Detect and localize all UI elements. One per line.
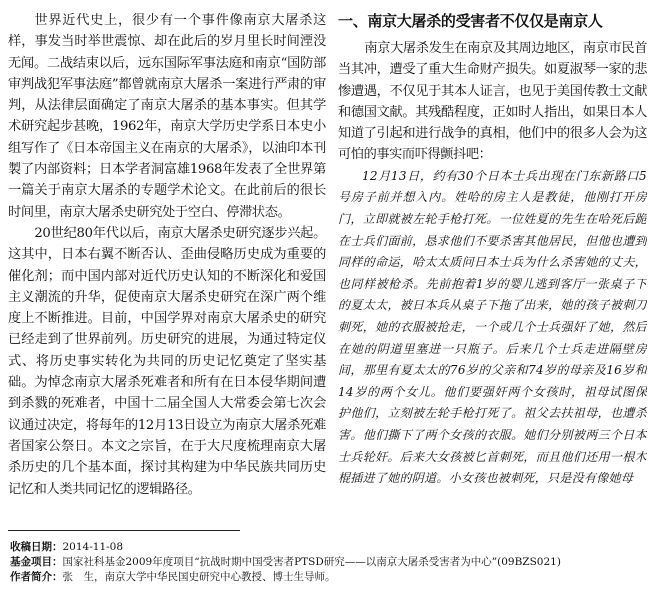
footnotes bbox=[10, 540, 650, 585]
intro-paragraph-1: 世界近代史上，很少有一个事件像南京大屠杀这样，事发当时举世震惊、却在此后的岁月里长时间湮没无闻。二战结束以后，远东国际军事法庭和南京“国防部审判战犯军事法庭”都曾就南京大屠杀一案进行严肃的审判，从法律层面确定了南京大屠杀的基本事实。但其学术研究起步甚晚，1962年，南京大学历史学系日本史小组写作了《日本帝国主义在南京的大屠杀》，以油印本刊製了内部资料；日本学者洞富雄1968年发表了全世界第一篇关于南京大屠杀的专题学术论文。在此前后的很长时间里，南京大屠杀史研究处于空白、停滞状态。 bbox=[8, 13, 326, 220]
section-heading: 一、南京大屠杀的受害者不仅仅是南京人 bbox=[338, 12, 603, 30]
fund-label: 基金项目： bbox=[10, 556, 63, 568]
received-date-note bbox=[10, 540, 650, 555]
right-column bbox=[338, 10, 647, 525]
received-date-label: 收稿日期： bbox=[10, 541, 63, 553]
fund-note bbox=[10, 555, 650, 570]
intro-paragraph-2: 20世纪80年代以后，南京大屠杀史研究逐步兴起。这其中，日本右翼不断否认、歪曲侵略历史成为重要的催化剂；而中国内部对近代历史认知的不断深化和爱国主义潮流的升华，促使南京大屠杀史研究在深广两个维度上不断推进。目前，中国学界对南京大屠杀史的研究已经走到了世界前列。历史研究的进展，为通过特定仪式、将历史事实转化为共同的历史记忆奠定了坚实基础。为悼念南京大屠杀死难者和所有在日本侵华期间遭到杀戮的死难者，中国十二届全国人大常委会第七次会议通过决定，将每年的12月13日设立为南京大屠杀死难者国家公祭日。本文之宗旨，在于大尺度梳理南京大屠杀历史的几个基本面，探讨其构建为中华民族共同历史记忆和人类共同记忆的逻辑路径。 bbox=[8, 225, 326, 497]
received-date-value: 2014-11-08 bbox=[62, 541, 124, 553]
author-note bbox=[10, 570, 650, 585]
fund-value: 国家社科基金2009年度项目“抗战时期中国受害者PTSD研究——以南京大屠杀受害者为中心”(09BZS021) bbox=[62, 556, 561, 568]
left-column bbox=[8, 10, 326, 525]
author-value: 张 生，南京大学中华民国史研究中心教授、博士生导师。 bbox=[62, 571, 336, 583]
author-label: 作者简介： bbox=[10, 571, 63, 583]
footnote-divider bbox=[8, 530, 240, 531]
quoted-testimony: 12月13日，约有30个日本士兵出现在门东新路口5号房子前并想入内。姓哈的房主人是教徒，他刚打开房门，立即就被左轮手枪打死。一位姓夏的先生在哈死后跪在士兵们面前，恳求他们不要杀害其他居民，但他也遭到同样的命运，哈太太质问日本士兵为什么杀害她的丈夫，也同样被枪杀。先前抱着1岁的婴儿逃到客厅一张桌子下的夏太太，被日本兵从桌子下拖了出来，她的孩子被刺刀刺死，她的衣服被抢走，一个或几个士兵强奸了她，然后在她的阴道里塞进一只瓶子。后来几个士兵走进隔壁房间，那里有夏太太的76岁的父亲和74岁的母亲及16岁和14岁的两个女儿。他们要强奸两个女孩时，祖母试图保护他们，立刻被左轮手枪打死了。祖父去扶祖母，也遭杀害。他们撕下了两个女孩的衣服。她们分别被两三个日本士兵轮奸。后来大女孩被匕首刺死，而且他们还用一根木棍插进了她的阴道。小女孩也被刺死，只是没有像她母 bbox=[338, 168, 647, 486]
section-intro-paragraph: 南京大屠杀发生在南京及其周边地区，南京市民首当其冲，遭受了重大生命财产损失。如夏淑琴一家的悲惨遭遇，不仅见于其本人证言，也见于美国传教士文献和德国文献。其残酷程度，正如时人指出，如果日本人知道了引起和进行战争的真相，他们中的很多人会为这可怕的事实而吓得颤抖吧： bbox=[338, 41, 647, 163]
